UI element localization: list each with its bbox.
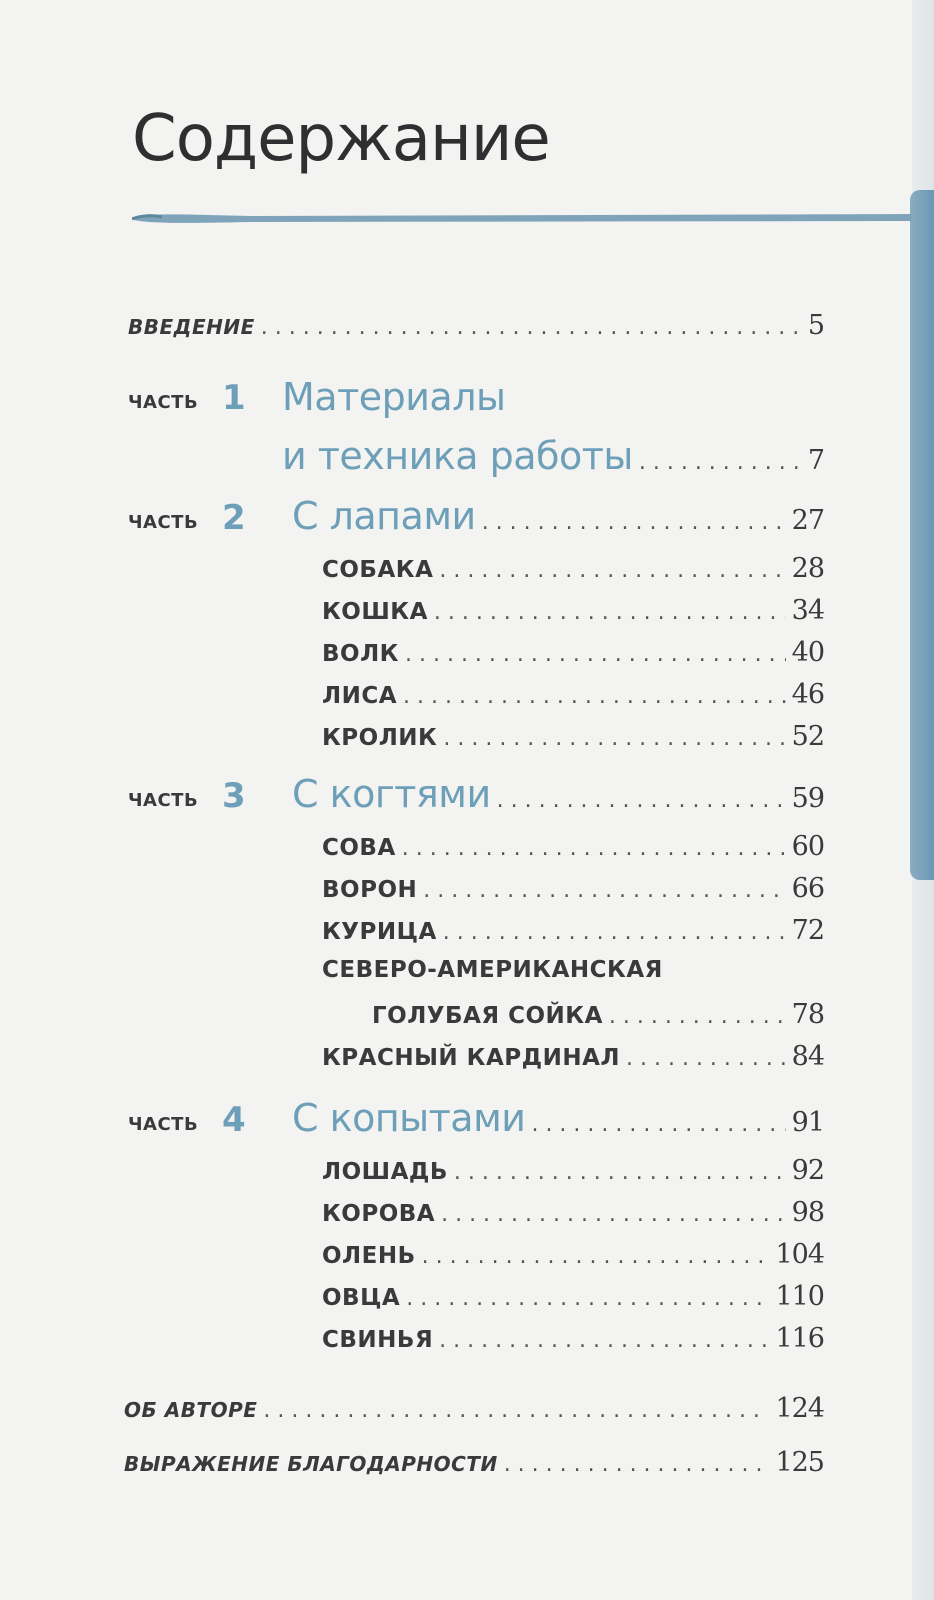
toc-label: СОВА [322, 835, 396, 861]
page-number: 34 [791, 595, 824, 626]
toc-label: ВЫРАЖЕНИЕ БЛАГОДАРНОСТИ [124, 1452, 498, 1476]
toc-entry [322, 915, 824, 946]
toc-entry-line1 [322, 957, 663, 983]
leader-dots [504, 1452, 770, 1477]
toc-intro [128, 310, 824, 341]
toc-label: ВВЕДЕНИЕ [128, 315, 255, 339]
toc-label: СОБАКА [322, 557, 434, 583]
leader-dots [422, 1244, 770, 1269]
toc-entry [322, 1281, 824, 1312]
leader-dots [531, 1112, 785, 1137]
page-number: 60 [791, 831, 824, 862]
toc-label: СВИНЬЯ [322, 1327, 434, 1353]
toc-entry [322, 1155, 824, 1186]
page-number: 98 [791, 1197, 824, 1228]
leader-dots [443, 726, 785, 751]
leader-dots [441, 1202, 786, 1227]
page-number: 27 [791, 505, 824, 536]
toc-label: КРАСНЫЙ КАРДИНАЛ [322, 1045, 621, 1071]
leader-dots [443, 920, 786, 945]
blue-edge-stripe [910, 190, 934, 880]
part-label: ЧАСТЬ [128, 512, 199, 533]
toc-entry [322, 721, 824, 752]
part-title: С когтями [292, 772, 491, 816]
part-number: 2 [222, 498, 246, 538]
page-number: 92 [791, 1155, 824, 1186]
page-number: 46 [791, 679, 824, 710]
part-1-title-line1 [282, 375, 505, 419]
toc-label: КОШКА [322, 599, 428, 625]
toc-label: КУРИЦА [322, 919, 437, 945]
leader-dots [423, 878, 785, 903]
part-title: и техника работы [282, 434, 633, 478]
toc-part-3 [292, 772, 824, 816]
toc-label: СЕВЕРО-АМЕРИКАНСКАЯ [322, 957, 663, 983]
leader-dots [403, 684, 786, 709]
leader-dots [439, 558, 785, 583]
part-number: 3 [222, 776, 246, 816]
page-number: 78 [791, 999, 824, 1030]
part-label: ЧАСТЬ [128, 1114, 199, 1135]
brush-stroke-divider [132, 206, 912, 228]
toc-entry [322, 1197, 824, 1228]
page-number: 125 [775, 1447, 824, 1478]
toc-entry [322, 873, 824, 904]
toc-label: КОРОВА [322, 1201, 436, 1227]
page-number: 66 [791, 873, 824, 904]
toc-label: ГОЛУБАЯ СОЙКА [372, 1003, 603, 1029]
page-number: 52 [791, 721, 824, 752]
toc-thanks [124, 1447, 824, 1478]
part-title: С лапами [292, 494, 476, 538]
page-number: 28 [791, 553, 824, 584]
page-number: 124 [775, 1393, 824, 1424]
leader-dots [263, 1398, 769, 1423]
page-number: 72 [791, 915, 824, 946]
leader-dots [482, 510, 786, 535]
page-number: 110 [775, 1281, 824, 1312]
leader-dots [434, 600, 786, 625]
toc-label: ЛОШАДЬ [322, 1159, 448, 1185]
page-number: 91 [791, 1107, 824, 1138]
toc-label: ОВЦА [322, 1285, 401, 1311]
page-number: 84 [791, 1041, 824, 1072]
toc-part-2 [292, 494, 824, 538]
page-title: Содержание [132, 102, 550, 176]
part-label: ЧАСТЬ [128, 392, 199, 413]
leader-dots [609, 1004, 786, 1029]
page-number: 40 [791, 637, 824, 668]
toc-entry [322, 1239, 824, 1270]
toc-label: ОЛЕНЬ [322, 1243, 416, 1269]
part-title: С копытами [292, 1096, 526, 1140]
leader-dots [405, 642, 786, 667]
toc-entry [322, 831, 824, 862]
page-number: 104 [775, 1239, 824, 1270]
toc-entry [322, 1041, 824, 1072]
part-number: 1 [222, 378, 246, 418]
toc-entry [322, 679, 824, 710]
toc-label: ОБ АВТОРЕ [124, 1398, 258, 1422]
part-number: 4 [222, 1100, 246, 1140]
toc-label: КРОЛИК [322, 725, 438, 751]
toc-about [124, 1393, 824, 1424]
page-number: 59 [791, 783, 824, 814]
part-title: Материалы [282, 375, 506, 419]
page-number: 5 [807, 310, 824, 341]
leader-dots [261, 315, 802, 340]
leader-dots [626, 1046, 786, 1071]
leader-dots [497, 788, 786, 813]
toc-part-1 [282, 434, 824, 478]
toc-entry [372, 999, 824, 1030]
toc-entry [322, 637, 824, 668]
leader-dots [406, 1286, 769, 1311]
part-label: ЧАСТЬ [128, 790, 199, 811]
page-number: 116 [775, 1323, 824, 1354]
toc-entry [322, 1323, 824, 1354]
leader-dots [402, 836, 786, 861]
toc-label: ВОЛК [322, 641, 399, 667]
toc-label: ВОРОН [322, 877, 418, 903]
page-number: 7 [807, 445, 824, 476]
toc-entry [322, 595, 824, 626]
leader-dots [439, 1328, 769, 1353]
toc-label: ЛИСА [322, 683, 398, 709]
toc-entry [322, 553, 824, 584]
leader-dots [454, 1160, 786, 1185]
toc-part-4 [292, 1096, 824, 1140]
leader-dots [639, 450, 802, 475]
